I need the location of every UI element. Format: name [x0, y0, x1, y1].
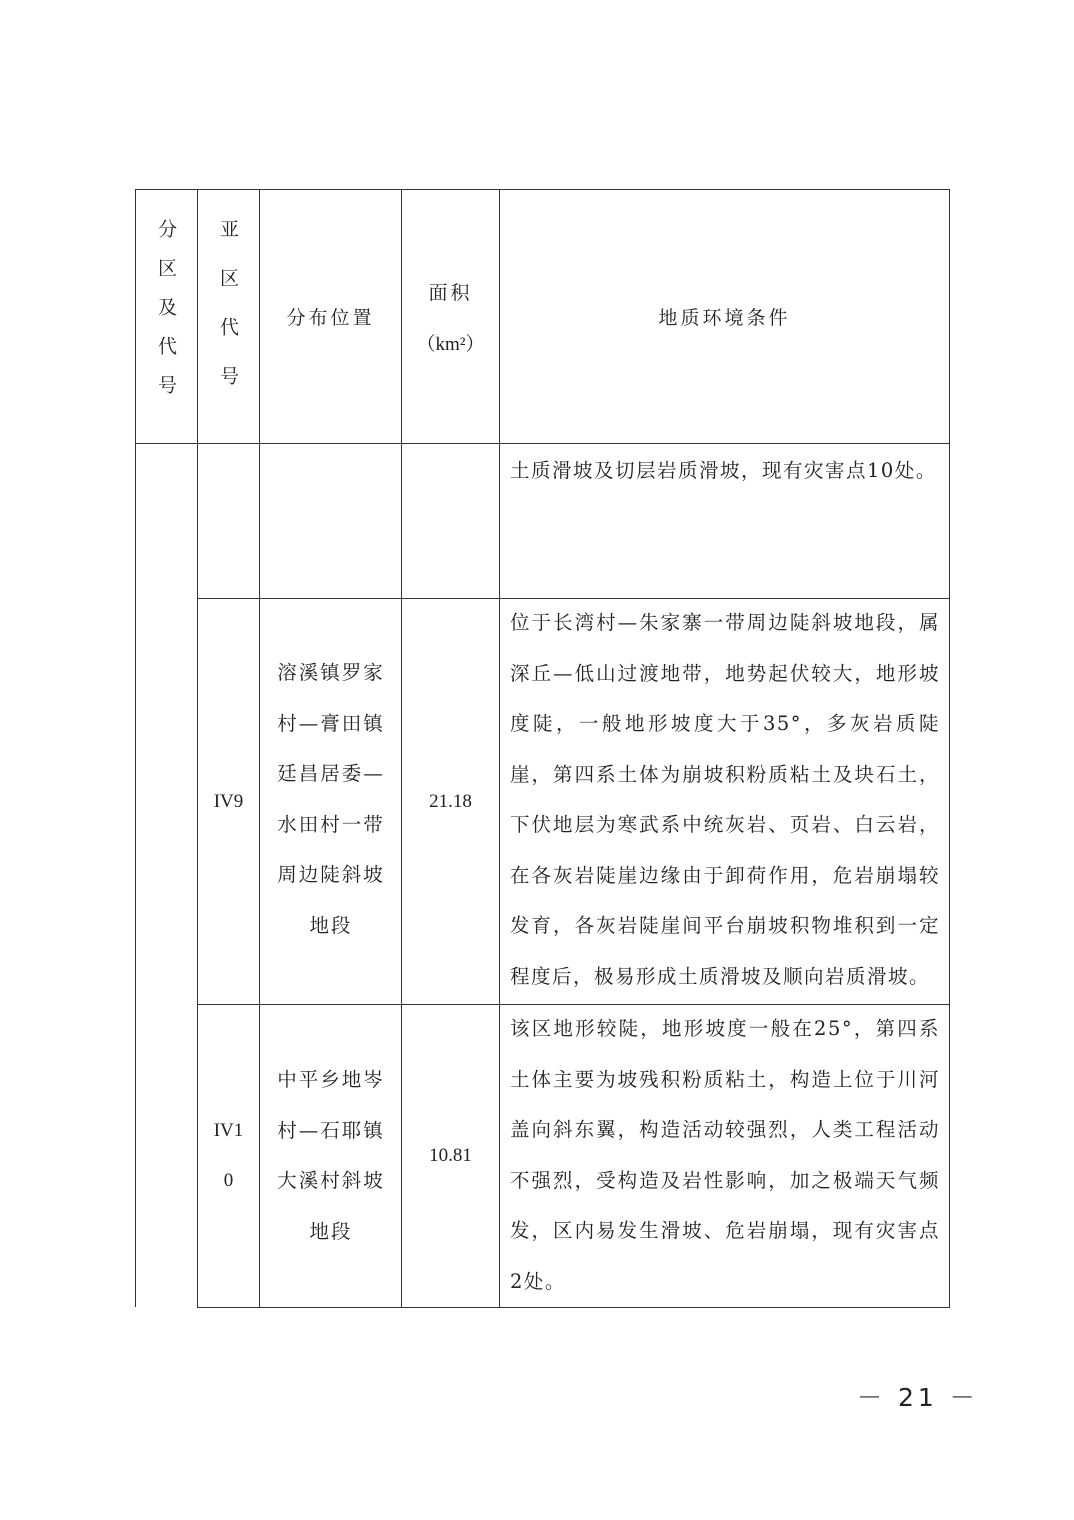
- row1-conditions: 土质滑坡及切层岩质滑坡，现有灾害点10处。: [510, 459, 937, 482]
- row2-location: 溶溪镇罗家村—膏田镇廷昌居委—水田村一带周边陡斜坡地段: [277, 661, 385, 937]
- table-border-right: [949, 189, 950, 1308]
- header-conditions: [500, 190, 949, 443]
- header-area-label: 面积: [428, 281, 473, 304]
- header-area: [402, 190, 499, 443]
- header-subzone-code-label: 亚区代号: [217, 218, 239, 415]
- page-number: － 21 －: [857, 1383, 979, 1412]
- header-location-label: 分布位置: [286, 307, 375, 329]
- row3-location: 中平乡地岑村—石耶镇大溪村斜坡地段: [277, 1068, 385, 1243]
- table-header-divider: [135, 443, 950, 444]
- header-area-unit: （km²）: [416, 333, 485, 355]
- row2-conditions: 位于长湾村—朱家寨一带周边陡斜坡地段，属深丘—低山过渡地带，地势起伏较大，地形坡度陡，一般地形坡度大于35°，多灰岩质陡崖，第四系土体为崩坡积粉质粘土及块石土，下伏地层为寒武系中统灰岩、页岩、白云岩，在各灰岩陡崖边缘由于卸荷作用，危岩崩塌较发育，各灰岩陡崖间平台崩坡积物堆积到一定程度后，极易形成土质滑坡及顺向岩质滑坡。: [510, 611, 940, 988]
- header-conditions-label: 地质环境条件: [658, 307, 791, 329]
- header-zone-code-label: 分区及代号: [155, 219, 177, 414]
- row3-area: 10.81: [429, 1145, 472, 1166]
- row2-code: IV9: [213, 790, 244, 812]
- header-zone-code: [136, 190, 197, 443]
- row3-code-label: IV10: [213, 1120, 244, 1191]
- row2-area: 21.18: [429, 790, 472, 812]
- header-location: [260, 190, 401, 443]
- row3-code: [198, 1005, 259, 1307]
- table-border-bottom: [197, 1307, 950, 1308]
- row3-conditions: 该区地形较陡，地形坡度一般在25°，第四系土体主要为坡残积粉质粘土，构造上位于川河盖向斜东翼，构造活动较强烈，人类工程活动不强烈，受构造及岩性影响，加之极端天气频发，区内易发生滑坡、危岩崩塌，现有灾害点2处。: [510, 1017, 940, 1293]
- header-subzone-code: [198, 190, 259, 443]
